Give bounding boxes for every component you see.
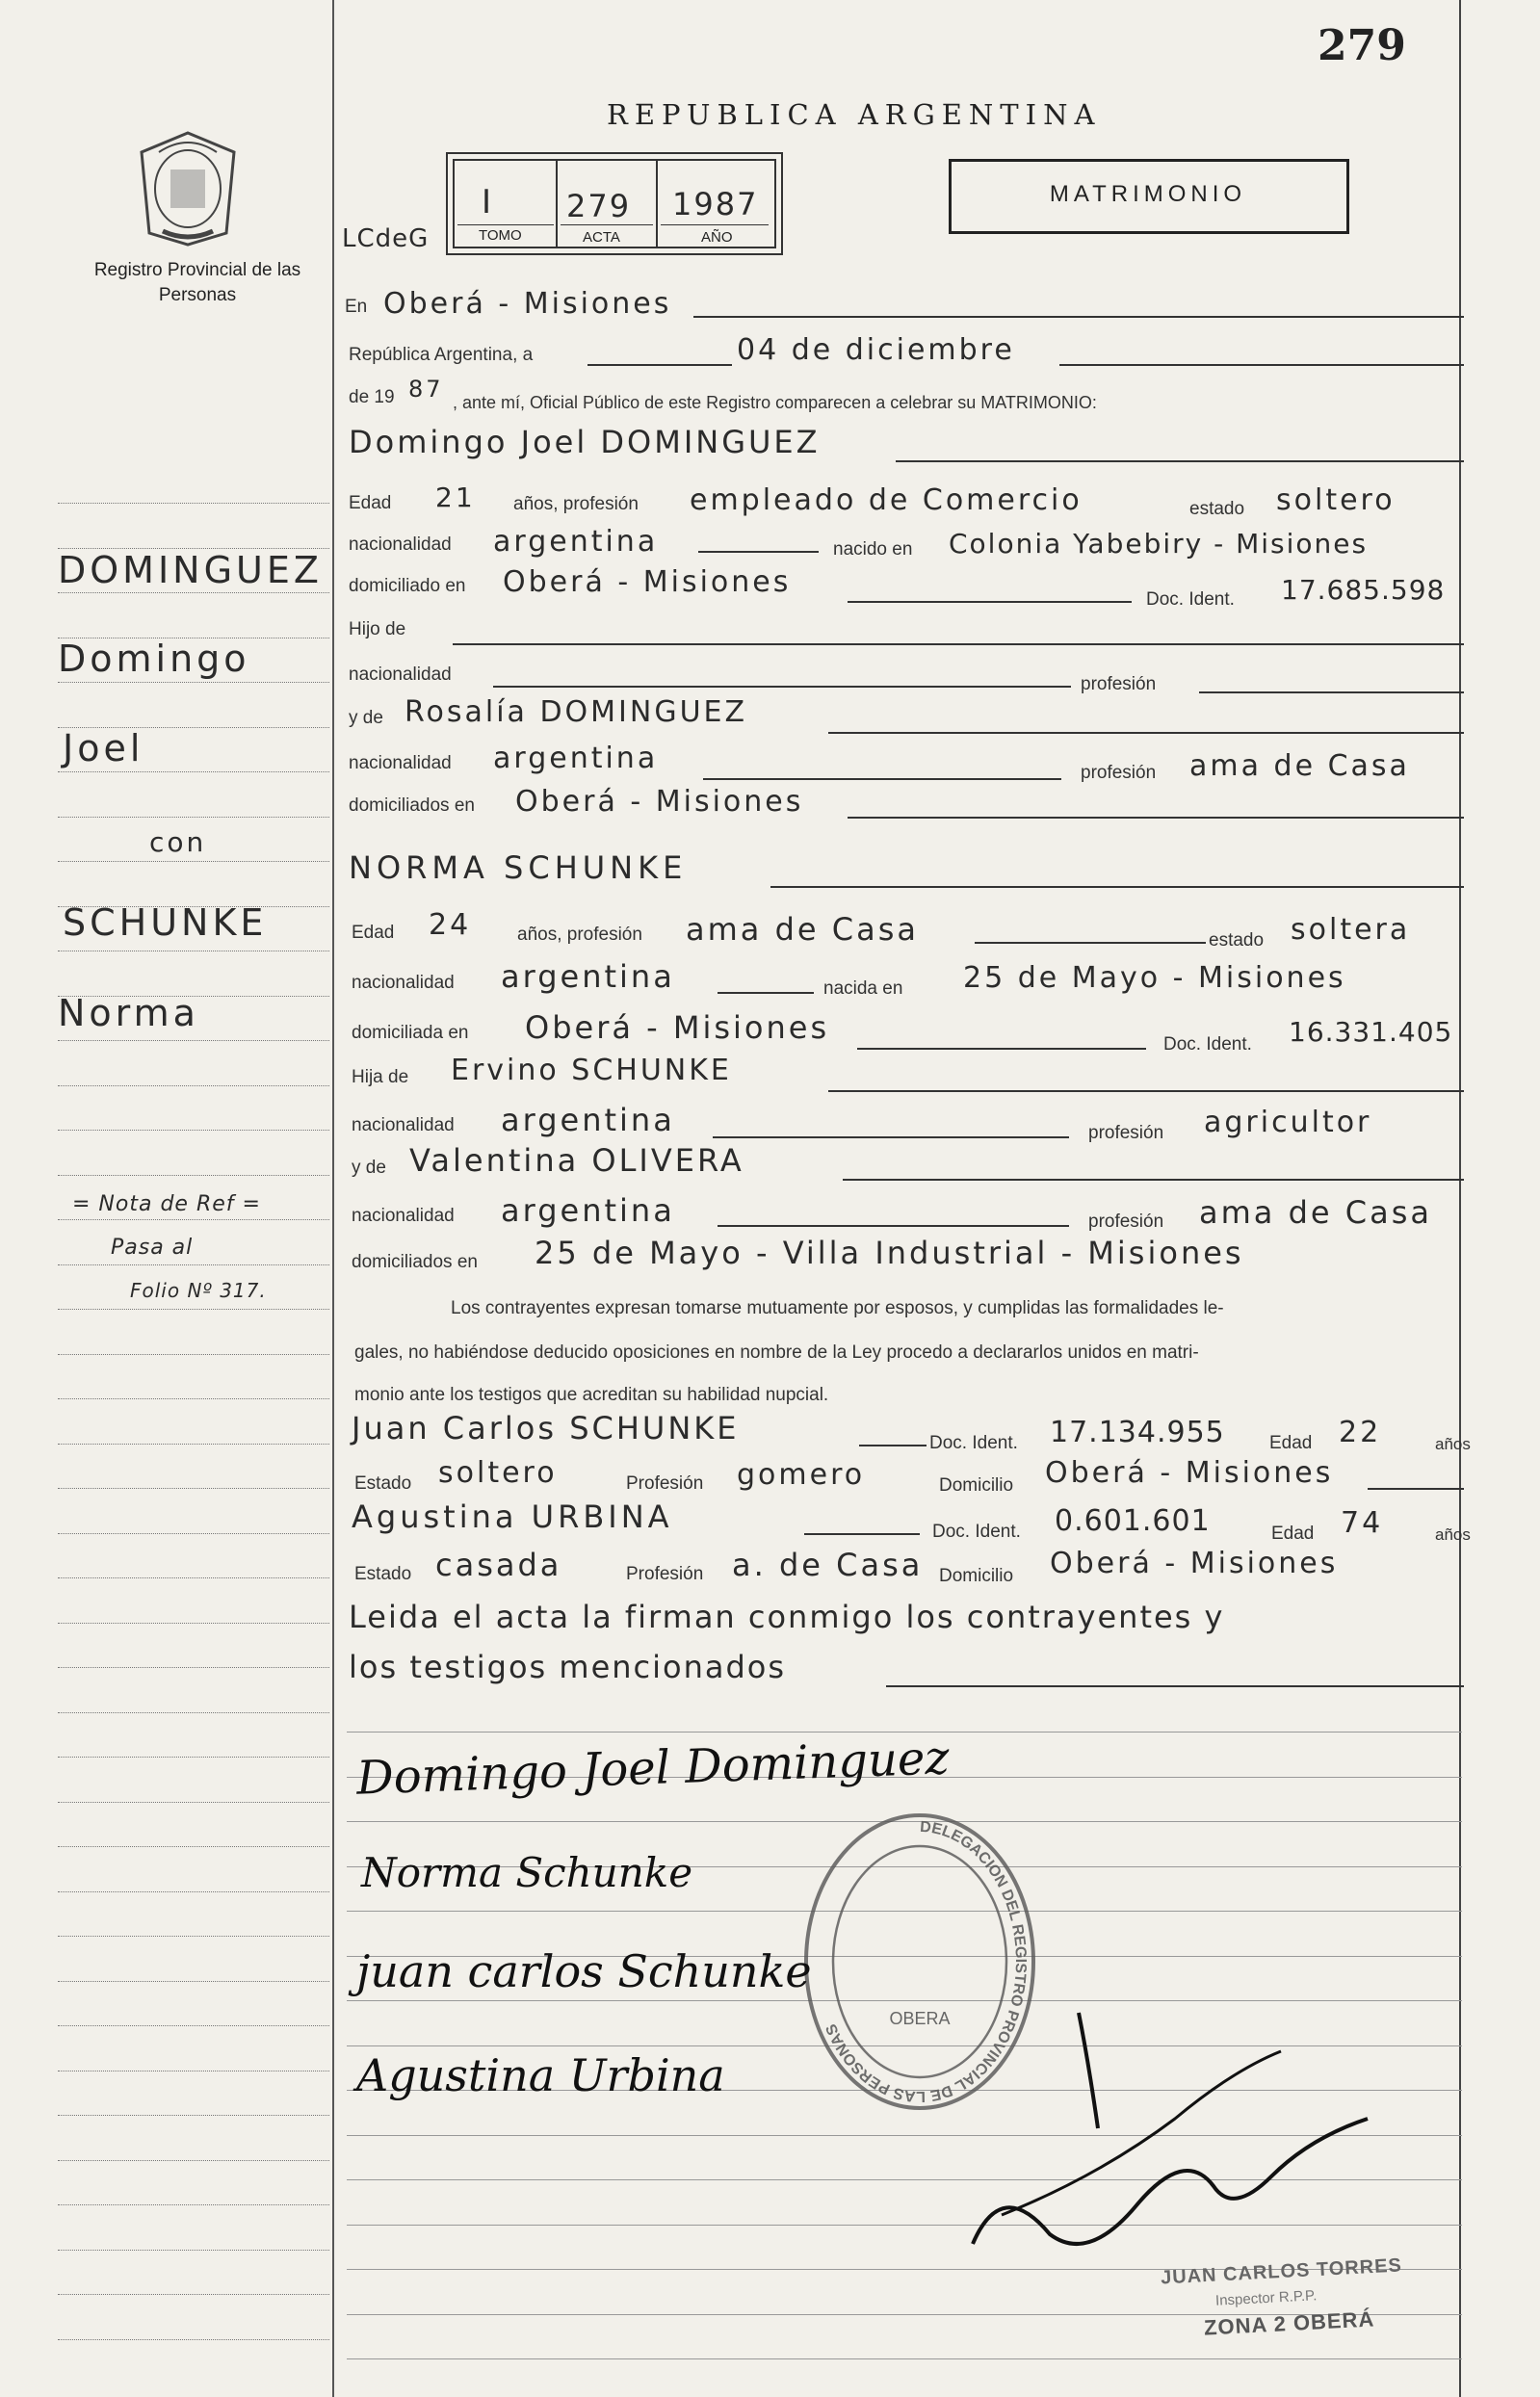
registry-name: Registro Provincial de las Personas [93,260,301,305]
bride-nacida-label: nacida en [823,978,903,999]
margin-dotted-line [58,1577,329,1578]
margin-dotted-line [58,1712,329,1713]
official-signature-mark [944,1984,1406,2273]
margin-dotted-line [58,1623,329,1624]
declaration-line2: gales, no habiéndose deducido oposiciones en nombre de la Ley procedo a declararlos unidos en matri- [354,1342,1199,1363]
margin-dotted-line [58,1981,329,1982]
groom-father-profession-label: profesión [1081,674,1157,694]
margin-dotted-line [58,1488,329,1489]
margin-dotted-line [58,2160,329,2161]
witness1-edad-label: Edad [1269,1433,1313,1453]
groom-domicile-label: domiciliado en [349,576,466,596]
bride-father-profession: agricultor [1204,1106,1372,1139]
witness1-profesion-label: Profesión [626,1473,704,1494]
margin-dotted-line [58,1264,329,1265]
groom-parents-domicile-label: domiciliados en [349,795,475,816]
bride-domicile: Oberá - Misiones [525,1009,830,1046]
witness2-status: casada [435,1547,562,1583]
provincial-emblem-icon [130,125,246,250]
witness1-age: 22 [1339,1416,1382,1449]
bride-nationality-label: nacionalidad [352,973,455,993]
bride-mother-profession: ama de Casa [1199,1194,1432,1231]
box-divider [556,159,558,247]
groom-civil-status: soltero [1276,483,1396,517]
bride-profession: ama de Casa [686,911,919,948]
margin-dotted-line [58,2294,329,2295]
bride-name: NORMA SCHUNKE [349,849,688,886]
groom-mother-profession-label: profesión [1081,763,1157,783]
margin-dotted-line [58,1444,329,1445]
witness2-domicilio-label: Domicilio [939,1566,1014,1586]
official-title: Inspector R.P.P. [1214,2287,1318,2309]
witness2-domicile: Oberá - Misiones [1050,1547,1339,1580]
witness1-domicile: Oberá - Misiones [1045,1456,1334,1490]
witness1-anos-label: años [1435,1435,1471,1453]
witness2-doc: 0.601.601 [1055,1504,1211,1538]
margin-dotted-line [58,1667,329,1668]
box-divider [656,159,658,247]
margin-surname-groom: DOMINGUEZ [58,549,323,591]
bride-anos-profesion: años, profesión [517,925,642,945]
bride-mother-nationality: argentina [501,1192,675,1229]
bride-edad-label: Edad [352,923,395,943]
margin-dotted-line [58,682,329,683]
margin-note-line1: = Nota de Ref = [72,1192,261,1216]
witness2-estado-label: Estado [354,1564,412,1584]
margin-dotted-line [58,592,329,593]
bride-domicile-label: domiciliada en [352,1023,469,1043]
witness1-domicilio-label: Domicilio [939,1475,1014,1496]
ante-text: , ante mí, Oficial Público de este Registro comparecen a celebrar su MATRIMONIO: [453,393,1097,412]
bride-parents-domicile-label: domiciliados en [352,1252,478,1272]
margin-dotted-line [58,1846,329,1847]
tomo-label: TOMO [479,227,522,244]
declaration-line3: monio ante los testigos que acreditan su habilidad nupcial. [354,1385,829,1405]
year-suffix: 87 [408,376,444,403]
margin-dotted-line [58,503,329,504]
bride-yde-label: y de [352,1158,386,1178]
witness1-doc: 17.134.955 [1050,1416,1225,1449]
bride-mother-profession-label: profesión [1088,1212,1164,1232]
margin-dotted-line [58,2204,329,2205]
groom-estado-label: estado [1189,499,1245,519]
declaration-line1: Los contrayentes expresan tomarse mutuamente por esposos, y cumplidas las formalidades le- [451,1298,1224,1318]
groom-parents-domicile: Oberá - Misiones [515,785,804,819]
bride-father: Ervino SCHUNKE [451,1054,732,1087]
margin-dotted-line [58,1040,329,1041]
bride-nationality: argentina [501,958,675,995]
signature-witness1: juan carlos Schunke [356,1945,812,1997]
margin-dotted-line [58,2250,329,2251]
margin-dotted-line [58,1533,329,1534]
groom-nationality-label: nacionalidad [349,534,452,555]
act-type: MATRIMONIO [1049,181,1247,207]
groom-yde-label: y de [349,708,383,728]
country-title: REPUBLICA ARGENTINA [607,98,1102,131]
ruled-line [347,2358,1462,2359]
bride-doc: 16.331.405 [1289,1016,1453,1048]
groom-profession: empleado de Comercio [690,483,1083,517]
bride-father-profession-label: profesión [1088,1123,1164,1143]
margin-given-bride: Norma [58,992,199,1034]
folio-number: 279 [1318,21,1406,70]
bride-father-nationality: argentina [501,1102,675,1138]
groom-age: 21 [435,482,476,513]
closing-line2: los testigos mencionados [349,1649,787,1685]
official-zone: ZONA 2 OBERÁ [1203,2306,1375,2340]
margin-dotted-line [58,817,329,818]
bride-civil-status: soltera [1291,913,1411,947]
groom-anos-profesion: años, profesión [513,494,639,514]
groom-edad-label: Edad [349,493,392,513]
bride-mother: Valentina OLIVERA [409,1142,744,1179]
signature-bride: Norma Schunke [361,1849,693,1896]
margin-dotted-line [58,2115,329,2116]
margin-rule [332,0,334,2397]
groom-birthplace: Colonia Yabebiry - Misiones [949,528,1369,560]
groom-father-nationality-label: nacionalidad [349,664,452,685]
margin-dotted-line [58,1175,329,1176]
margin-note-line2: Pasa al [111,1236,194,1260]
margin-dotted-line [58,1130,329,1131]
witness1-status: soltero [438,1456,558,1490]
margin-note-line3: Folio Nº 317. [130,1279,267,1302]
prefix-note: LCdeG [342,224,430,253]
bride-age: 24 [429,908,472,942]
bride-hija-label: Hija de [352,1067,409,1087]
groom-mother-nationality-label: nacionalidad [349,753,452,773]
en-label: En [345,297,368,317]
bride-estado-label: estado [1209,930,1265,951]
margin-dotted-line [58,861,329,862]
groom-mother-nationality: argentina [493,742,659,775]
acta-label: ACTA [583,229,620,246]
acta-value: 279 [566,188,632,224]
margin-dotted-line [58,771,329,772]
margin-dotted-line [58,2025,329,2026]
groom-nationality: argentina [493,525,659,559]
margin-dotted-line [58,2339,329,2340]
groom-doc-label: Doc. Ident. [1146,589,1235,610]
witness2-age: 74 [1341,1506,1384,1540]
margin-con: con [149,826,207,858]
witness1-name: Juan Carlos SCHUNKE [352,1410,740,1446]
witness2-profession: a. de Casa [732,1547,924,1583]
official-name: JUAN CARLOS TORRES [1160,2254,1403,2289]
ano-label: AÑO [701,229,733,246]
signature-groom: Domingo Joel Dominguez [355,1731,951,1806]
witness1-doc-label: Doc. Ident. [929,1433,1018,1453]
closing-line1: Leida el acta la firman conmigo los contrayentes y [349,1599,1225,1635]
groom-mother-profession: ama de Casa [1189,749,1410,783]
groom-domicile: Oberá - Misiones [503,565,792,599]
stamp-center-text: OBERA [889,2009,951,2028]
witness2-edad-label: Edad [1271,1524,1315,1544]
bride-birthplace: 25 de Mayo - Misiones [963,961,1346,995]
ano-value: 1987 [672,186,759,222]
groom-hijo-label: Hijo de [349,619,406,639]
bride-parents-domicile: 25 de Mayo - Villa Industrial - Misiones [535,1235,1244,1271]
day-month: 04 de diciembre [737,333,1015,367]
margin-dotted-line [58,1757,329,1758]
witness2-profesion-label: Profesión [626,1564,704,1584]
stamp-ring-text: DELEGACION DEL REGISTRO PROVINCIAL DE LAS PERSONAS [822,1818,1030,2105]
bride-doc-label: Doc. Ident. [1163,1034,1252,1055]
margin-dotted-line [58,1398,329,1399]
tomo-value: I [482,183,495,221]
margin-given-groom-b: Joel [63,727,144,769]
margin-dotted-line [58,1219,329,1220]
groom-name: Domingo Joel DOMINGUEZ [349,424,821,460]
witness1-profession: gomero [737,1458,866,1492]
groom-mother: Rosalía DOMINGUEZ [405,695,748,729]
witness2-name: Agustina URBINA [352,1498,673,1535]
margin-dotted-line [58,1354,329,1355]
witness2-anos-label: años [1435,1525,1471,1544]
de19-label: de 19 [349,387,395,407]
republica-label: República Argentina, a [349,345,534,365]
margin-dotted-line [58,1936,329,1937]
signature-witness2: Agustina Urbina [356,2049,725,2101]
witness2-doc-label: Doc. Ident. [932,1522,1021,1542]
margin-dotted-line [58,1891,329,1892]
margin-dotted-line [58,1802,329,1803]
bride-mother-nationality-label: nacionalidad [352,1206,455,1226]
margin-dotted-line [58,1309,329,1310]
right-edge-rule [1459,0,1461,2397]
groom-doc: 17.685.598 [1281,574,1446,606]
witness1-estado-label: Estado [354,1473,412,1494]
margin-dotted-line [58,1085,329,1086]
margin-given-groom-a: Domingo [58,638,250,680]
bride-father-nationality-label: nacionalidad [352,1115,455,1135]
groom-nacido-label: nacido en [833,539,913,560]
place: Oberá - Misiones [383,287,672,321]
margin-surname-bride: SCHUNKE [63,901,268,944]
